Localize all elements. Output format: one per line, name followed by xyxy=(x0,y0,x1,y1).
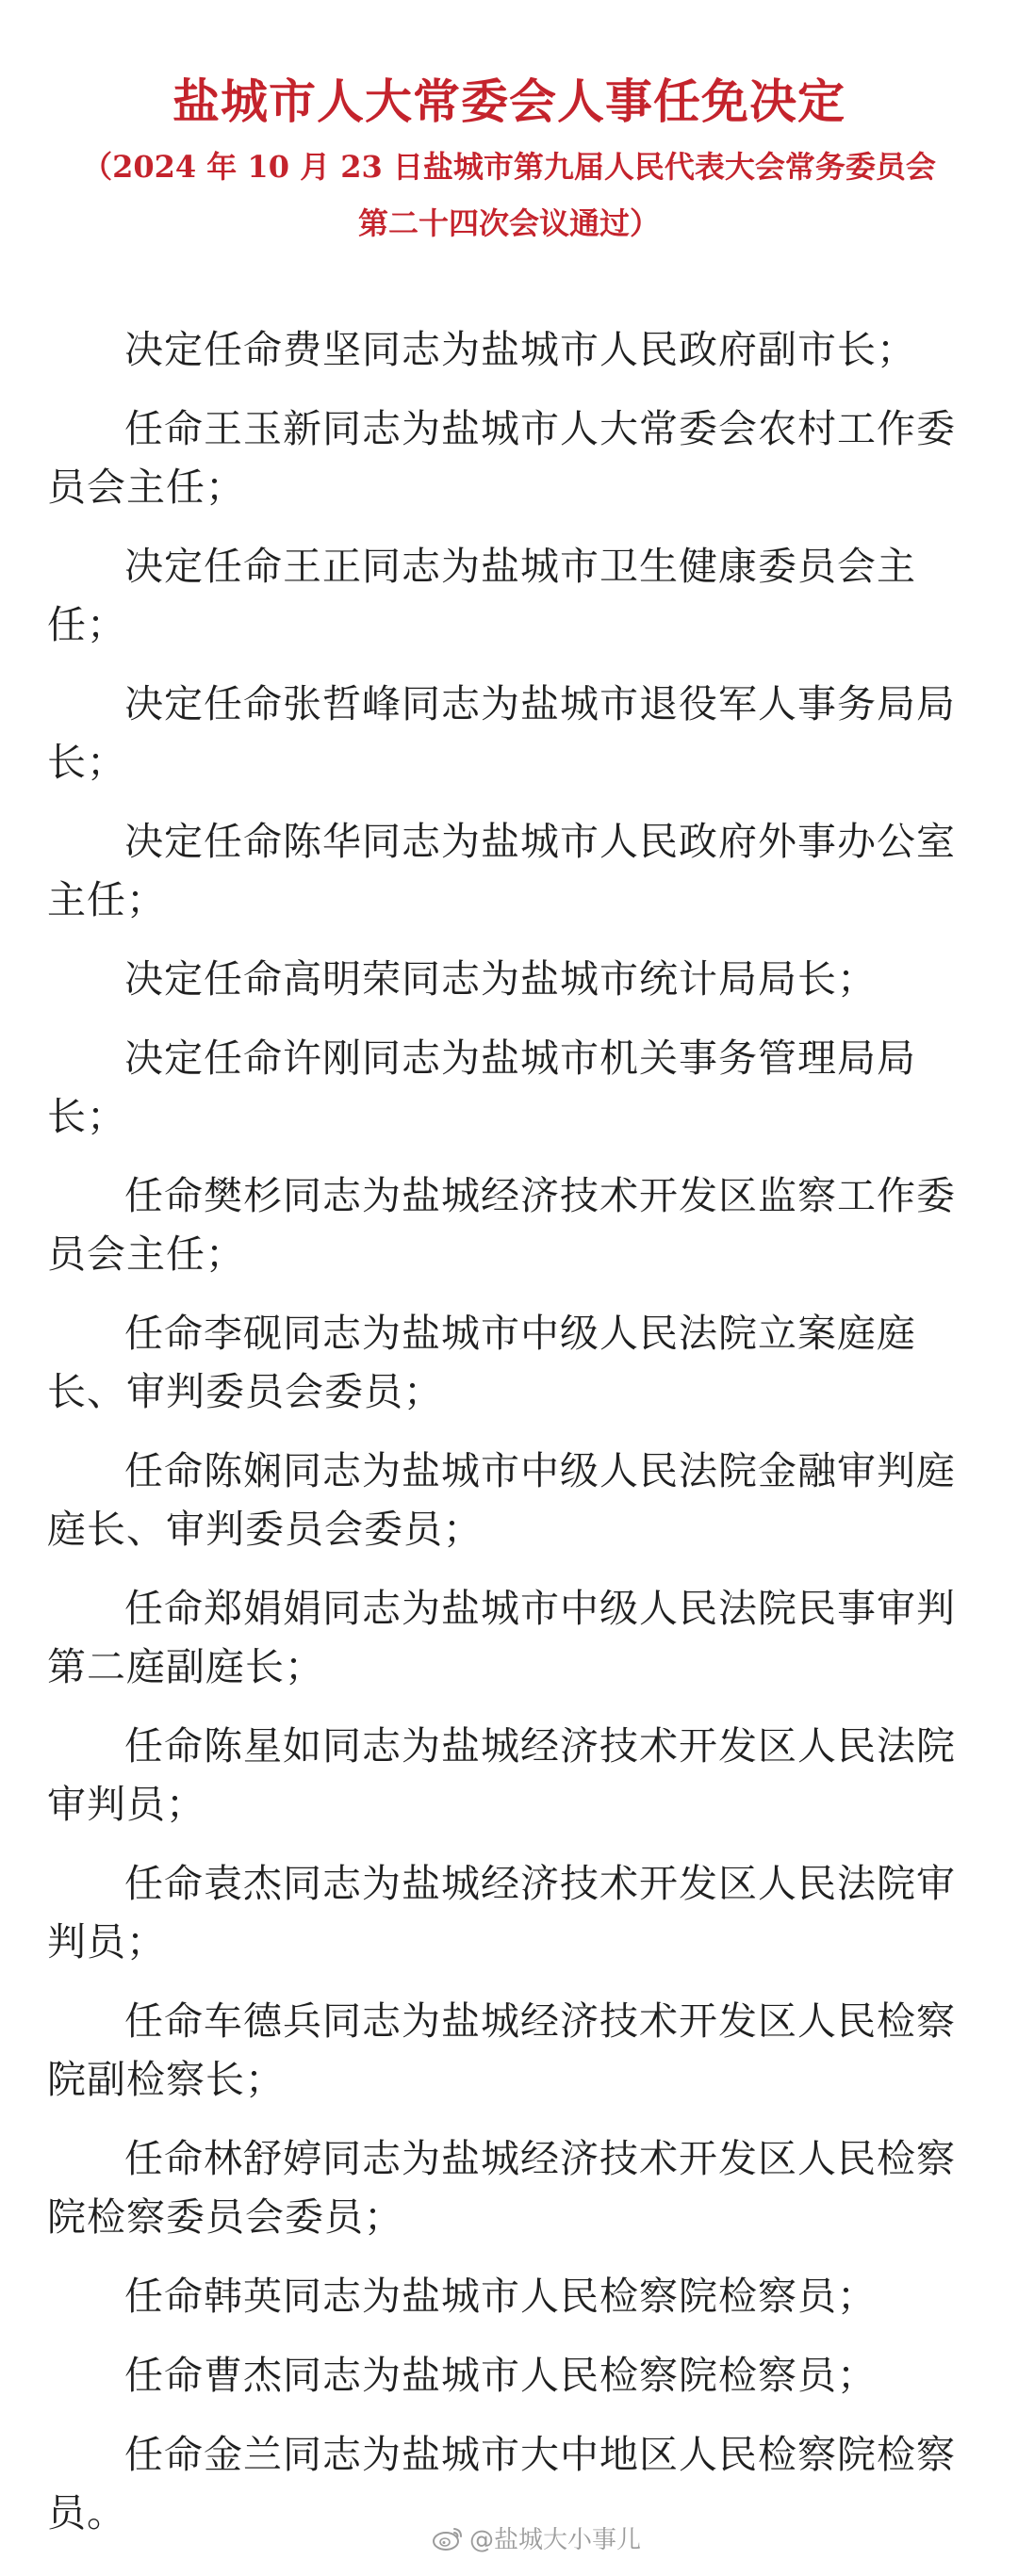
page-title: 盐城市人大常委会人事任免决定 xyxy=(172,73,846,129)
appointment-list xyxy=(47,320,971,2563)
appointment-item: 决定任命许刚同志为盐城市机关事务管理局局长； xyxy=(47,1035,916,1139)
weibo-watermark xyxy=(432,2520,641,2555)
appointment-item: 任命李砚同志为盐城市中级人民法院立案庭庭长、审判委员会委员； xyxy=(47,1311,916,1414)
appointment-item: 任命车德兵同志为盐城经济技术开发区人民检察院副检察长； xyxy=(47,1998,956,2102)
appointment-item: 任命王玉新同志为盐城市人大常委会农村工作委员会主任； xyxy=(47,406,956,510)
subtitle-line-2: 第二十四次会议通过） xyxy=(357,205,660,241)
appointment-item: 决定任命张哲峰同志为盐城市退役军人事务局局长； xyxy=(47,681,956,785)
appointment-item: 任命陈星如同志为盐城经济技术开发区人民法院审判员； xyxy=(47,1723,956,1827)
appointment-item: 决定任命陈华同志为盐城市人民政府外事办公室主任； xyxy=(47,819,956,922)
appointment-item: 任命袁杰同志为盐城经济技术开发区人民法院审判员； xyxy=(47,1861,956,1965)
appointment-item: 任命金兰同志为盐城市大中地区人民检察院检察员。 xyxy=(47,2432,956,2535)
appointment-item: 任命韩英同志为盐城市人民检察院检察员； xyxy=(124,2274,877,2319)
appointment-item: 任命樊杉同志为盐城经济技术开发区监察工作委员会主任； xyxy=(47,1173,956,1277)
appointment-item: 任命郑娟娟同志为盐城市中级人民法院民事审判第二庭副庭长； xyxy=(47,1586,956,1689)
appointment-item: 任命林舒婷同志为盐城经济技术开发区人民检察院检察委员会委员； xyxy=(47,2136,956,2240)
appointment-item: 决定任命费坚同志为盐城市人民政府副市长； xyxy=(124,327,916,372)
appointment-item: 决定任命王正同志为盐城市卫生健康委员会主任； xyxy=(47,544,916,647)
appointment-item: 任命曹杰同志为盐城市人民检察院检察员； xyxy=(124,2353,877,2398)
watermark-text: @盐城大小事儿 xyxy=(468,2526,641,2554)
appointment-item: 任命陈娴同志为盐城市中级人民法院金融审判庭庭长、审判委员会委员； xyxy=(47,1448,956,1552)
appointment-item: 决定任命高明荣同志为盐城市统计局局长； xyxy=(124,956,877,1002)
subtitle-line-1: （2024 年 10 月 23 日盐城市第九届人民代表大会常务委员会 xyxy=(82,149,936,185)
weibo-icon xyxy=(432,2525,464,2552)
